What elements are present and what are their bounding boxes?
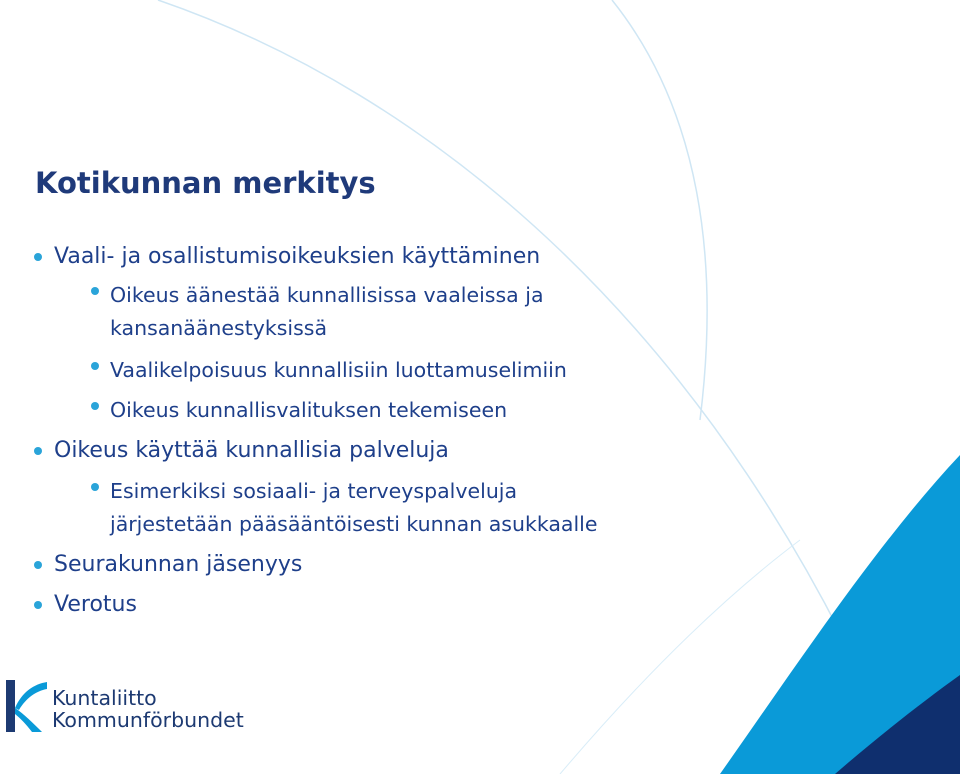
bullet-text: Oikeus käyttää kunnallisia palveluja	[54, 438, 449, 463]
bullet-dot	[91, 402, 99, 410]
bullet-item	[54, 244, 540, 270]
decor-curve-1	[158, 0, 905, 774]
bullet-text: Vaali- ja osallistumisoikeuksien käyttäminen	[54, 244, 541, 269]
sub-bullet-item	[110, 475, 597, 541]
bullet-text-line-1: Oikeus äänestää kunnallisissa vaaleissa ja	[110, 283, 544, 307]
kuntaliitto-logo-icon	[4, 678, 48, 734]
logo-wordmark	[52, 687, 244, 731]
bullet-text: Verotus	[54, 592, 137, 617]
bullet-dot	[34, 253, 42, 261]
bullet-text-line-1: Esimerkiksi sosiaali- ja terveyspalveluja	[110, 479, 518, 503]
bullet-item	[54, 592, 137, 618]
logo-line-2: Kommunförbundet	[52, 708, 244, 732]
bullet-text: Vaalikelpoisuus kunnallisiin luottamuselimiin	[110, 358, 567, 382]
bullet-dot	[91, 362, 99, 370]
bullet-dot	[34, 601, 42, 609]
bullet-item	[54, 552, 302, 578]
page-title: Kotikunnan merkitys	[35, 166, 376, 200]
bullet-text: Seurakunnan jäsenyys	[54, 552, 303, 577]
sub-bullet-item	[110, 354, 567, 387]
bullet-dot	[34, 447, 42, 455]
sub-bullet-item	[110, 394, 507, 427]
bullet-text-line-2: järjestetään pääsääntöisesti kunnan asukkaalle	[110, 512, 598, 536]
sub-bullet-item	[110, 279, 544, 345]
bullet-text-line-2: kansanäänestyksissä	[110, 316, 328, 340]
logo-line-1: Kuntaliitto	[52, 686, 157, 710]
bullet-dot	[91, 483, 99, 491]
bullet-item	[54, 438, 449, 464]
bullet-dot	[34, 561, 42, 569]
bullet-text: Oikeus kunnallisvalituksen tekemiseen	[110, 398, 508, 422]
bullet-dot	[91, 287, 99, 295]
